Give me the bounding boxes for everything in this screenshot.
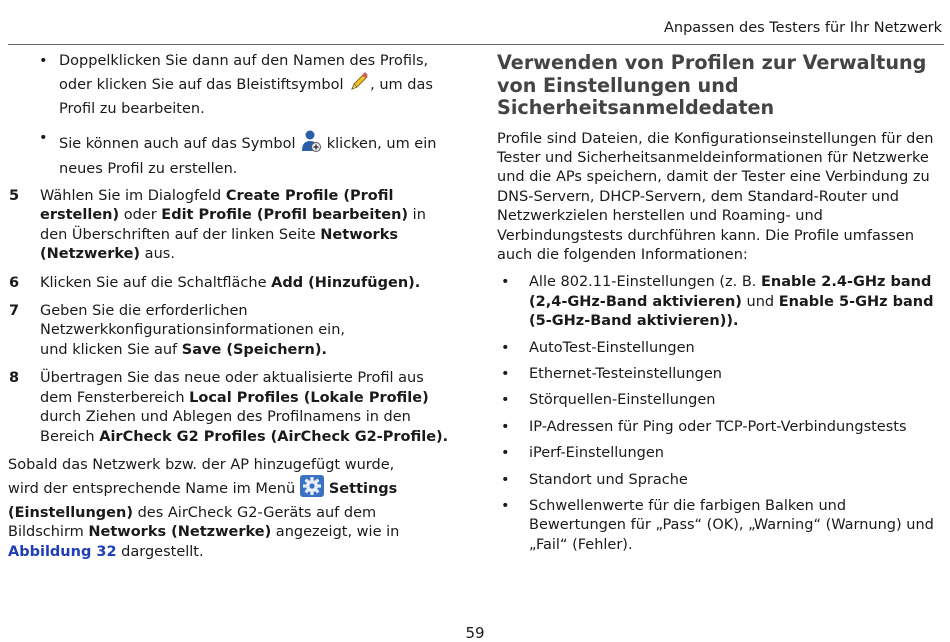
right-column bbox=[497, 52, 943, 555]
bullet-dot: • bbox=[39, 53, 48, 69]
list-item: • Schwellenwerte für die farbigen Balken und Bewertungen für „Pass“ (OK), „Warning“ (Warnung) und „Fail“ (Fehler). bbox=[501, 498, 934, 553]
bullet-80211: • Alle 802.11-Einstellungen (z. B. Enable 2.4-GHz band (2,4-GHz-Band aktivieren) und Enable 5-GHz band (5-GHz-Band aktivieren)). bbox=[501, 274, 934, 330]
running-header: Anpassen des Testers für Ihr Netzwerk bbox=[663, 20, 942, 36]
step-8: 8 Übertragen Sie das neue oder aktualisierte Profil aus dem Fensterbereich Local Profiles (Lokale Profile) durch Ziehen und Ablegen des Profilnamens in den Bereich AirCheck G2 Profiles (AirCheck G2-Profile). bbox=[9, 370, 449, 445]
closing-paragraph: Sobald das Netzwerk bzw. der AP hinzugefügt wurde, wird der entsprechende Name im Menü Settings (Einstellungen) des AirCheck G2-Geräts auf dem Bildschirm Networks (Netzwerke) angezeigt, wie in Abbildung 32 dargestellt. bbox=[8, 456, 400, 560]
list-item: • Störquellen-Einstellungen bbox=[501, 392, 716, 409]
bullet-edit-profile: • Doppelklicken Sie dann auf den Namen des Profils, oder klicken Sie auf das Bleistiftsymbol , um das Profil zu bearbeiten. bbox=[39, 53, 433, 117]
intro-paragraph: Profile sind Dateien, die Konfigurationseinstellungen für den Tester und Sicherheitsanmeldeinformationen für Netzwerke und die APs speichern, damit der Tester eine Verbindung zu DNS-Servern, DHCP-Servern, dem Standard-Router und Netzwerkzielen herstellen und Roaming- und Verbindungstests durchführen kann. Die Profile umfassen auch die folgenden Informationen: bbox=[497, 130, 934, 263]
list-item: • IP-Adressen für Ping oder TCP-Port-Verbindungstests bbox=[501, 418, 907, 435]
page-number: 59 bbox=[465, 624, 485, 642]
bullet-dot: • bbox=[39, 130, 48, 147]
list-item: • Ethernet-Testeinstellungen bbox=[501, 365, 722, 382]
gear-icon bbox=[300, 475, 324, 503]
bullet-dot: • bbox=[501, 274, 510, 291]
header-rule bbox=[8, 44, 944, 45]
figure-link[interactable]: Abbildung 32 bbox=[8, 543, 117, 560]
list-item: • AutoTest-Einstellungen bbox=[501, 339, 695, 356]
left-column bbox=[8, 52, 454, 562]
user-add-icon bbox=[300, 129, 322, 159]
step-6: 6 Klicken Sie auf die Schaltfläche Add (Hinzufügen). bbox=[9, 274, 421, 291]
step-5: 5 Wählen Sie im Dialogfeld Create Profile (Profil erstellen) oder Edit Profile (Profil bearbeiten) in den Überschriften auf der linken Seite Networks (Netzwerke) aus. bbox=[9, 188, 426, 263]
bullet-new-profile: • Sie können auch auf das Symbol klicken, um ein neues Profil zu erstellen. bbox=[39, 130, 437, 177]
list-item: • Standort und Sprache bbox=[501, 471, 688, 488]
step-7: 7 Geben Sie die erforderlichen Netzwerkkonfigurationsinformationen ein, und klicken Sie auf Save (Speichern). bbox=[9, 303, 346, 358]
list-item: • iPerf-Einstellungen bbox=[501, 445, 664, 462]
section-heading: Verwenden von Profilen zur Verwaltung von Einstellungen und Sicherheitsanmeldedaten bbox=[497, 51, 927, 119]
pencil-icon bbox=[348, 71, 370, 99]
